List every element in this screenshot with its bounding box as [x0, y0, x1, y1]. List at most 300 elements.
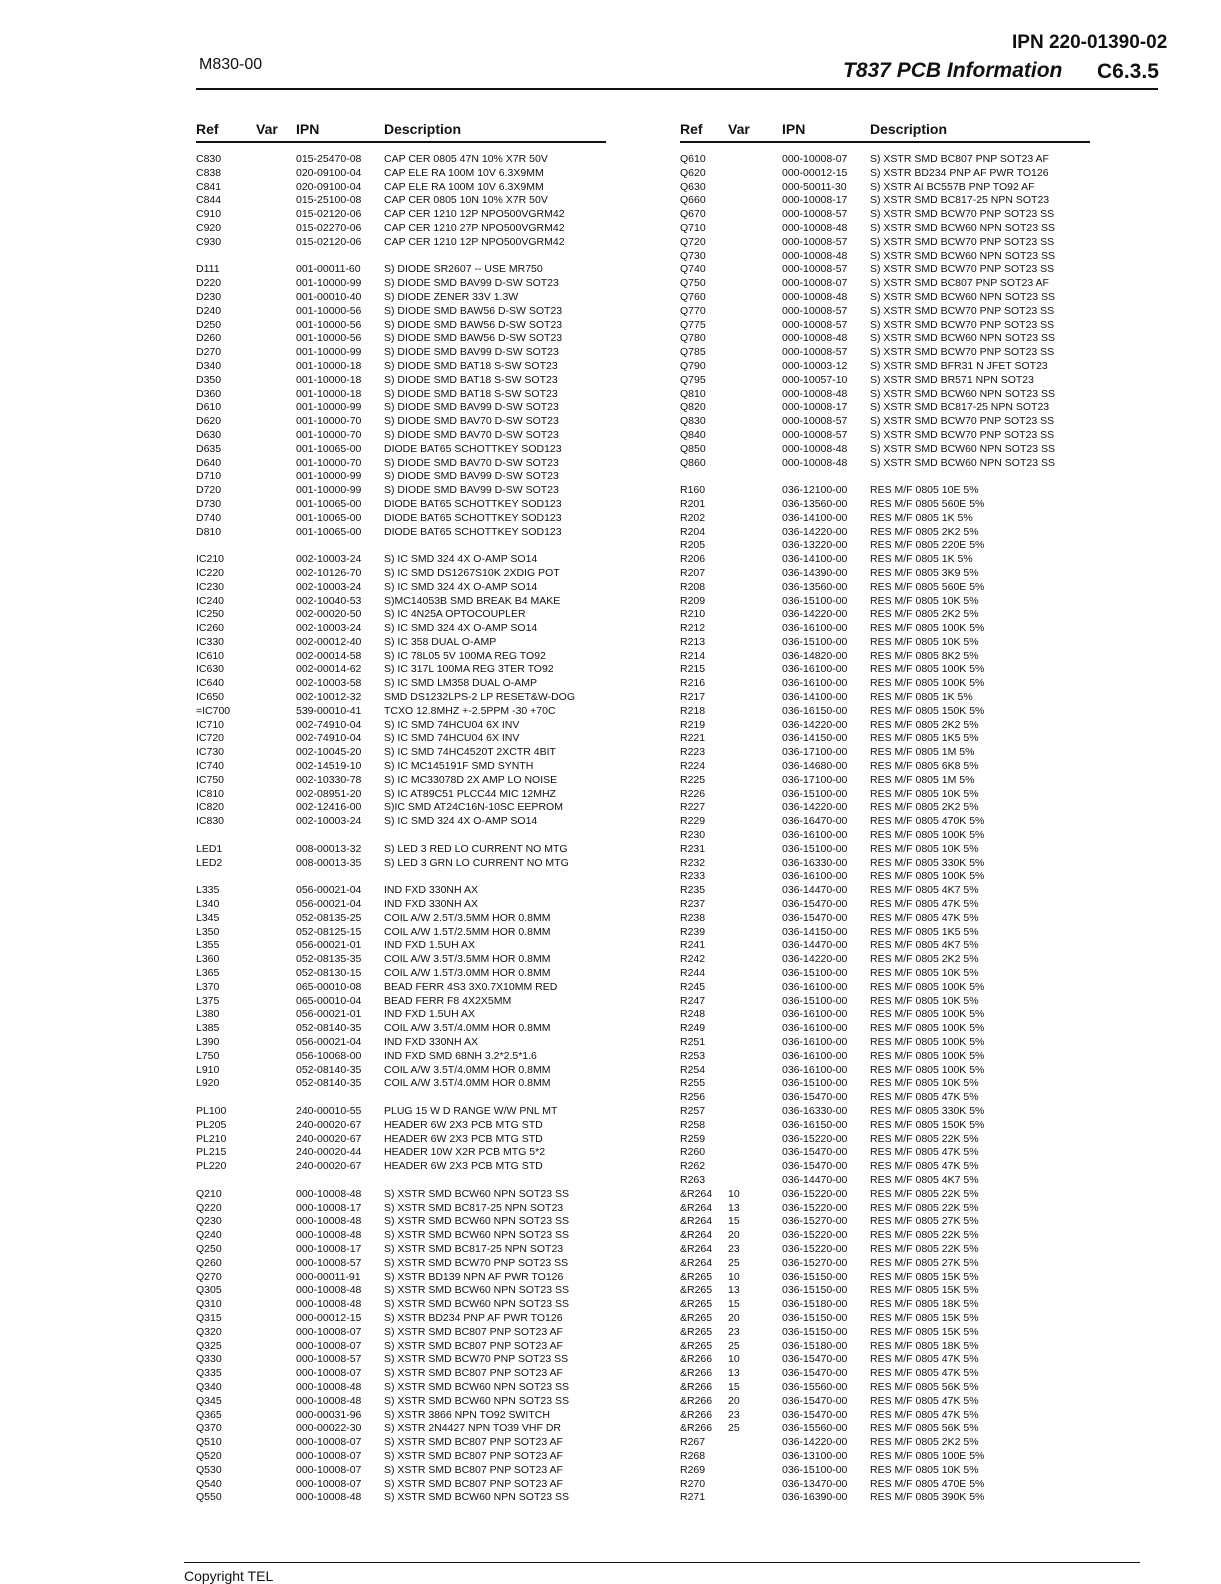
table-row — [680, 912, 1090, 926]
part-description: RES M/F 0805 56K 5% — [870, 1380, 979, 1393]
part-ref: R230 — [680, 829, 706, 842]
part-ipn: 008-00013-35 — [296, 856, 362, 869]
table-row — [196, 788, 606, 802]
document-ipn: IPN 220-01390-02 — [1012, 32, 1168, 53]
part-description: S) XSTR 3866 NPN TO92 SWITCH — [384, 1408, 550, 1421]
part-ipn: 056-00021-01 — [296, 1008, 362, 1021]
part-description: IND FXD 330NH AX — [384, 884, 478, 897]
table-row — [680, 884, 1090, 898]
section-title: T837 PCB Information — [843, 59, 1063, 82]
part-description: S) LED 3 RED LO CURRENT NO MTG — [384, 842, 568, 855]
part-ref: R206 — [680, 553, 706, 566]
part-ipn: 036-15470-00 — [782, 898, 848, 911]
part-ref: D610 — [196, 401, 222, 414]
part-ipn: 002-00020-50 — [296, 608, 362, 621]
part-description: RES M/F 0805 27K 5% — [870, 1215, 979, 1228]
part-description: S) IC SMD 324 4X O-AMP SO14 — [384, 580, 538, 593]
table-row — [680, 401, 1090, 415]
part-description: RES M/F 0805 2K2 5% — [870, 718, 979, 731]
part-ref: R202 — [680, 511, 706, 524]
part-ref: PL215 — [196, 1146, 227, 1159]
part-variant: 13 — [728, 1284, 740, 1297]
part-description: RES M/F 0805 10K 5% — [870, 994, 979, 1007]
part-ref: R258 — [680, 1118, 706, 1131]
table-row — [680, 332, 1090, 346]
part-description: RES M/F 0805 100K 5% — [870, 1022, 985, 1035]
part-ipn: 000-00022-30 — [296, 1422, 362, 1435]
part-description: RES M/F 0805 18K 5% — [870, 1298, 979, 1311]
part-ref: Q260 — [196, 1256, 222, 1269]
part-description: RES M/F 0805 22K 5% — [870, 1229, 979, 1242]
table-row — [680, 360, 1090, 374]
table-row — [196, 608, 606, 622]
part-ref: R260 — [680, 1146, 706, 1159]
part-ref: R267 — [680, 1436, 706, 1449]
part-description: S) IC SMD 324 4X O-AMP SO14 — [384, 553, 538, 566]
part-ipn: 000-10008-07 — [296, 1339, 362, 1352]
part-ref: &R264 — [680, 1256, 713, 1269]
part-ref: C844 — [196, 194, 222, 207]
part-ipn: 000-10008-17 — [296, 1201, 362, 1214]
part-variant: 10 — [728, 1187, 740, 1200]
part-ref: R262 — [680, 1160, 706, 1173]
part-ipn: 000-10008-57 — [782, 263, 848, 276]
table-row — [680, 181, 1090, 195]
part-ipn: 036-16100-00 — [782, 677, 848, 690]
part-description: COIL A/W 3.5T/4.0MM HOR 0.8MM — [384, 1022, 551, 1035]
table-row — [196, 884, 606, 898]
copyright: Copyright TEL — [184, 1568, 274, 1584]
table-row — [196, 1353, 606, 1367]
part-ipn: 036-13560-00 — [782, 497, 848, 510]
part-variant: 10 — [728, 1353, 740, 1366]
table-row — [196, 650, 606, 664]
part-ipn: 000-00031-96 — [296, 1408, 362, 1421]
table-row — [680, 1271, 1090, 1285]
table-row — [680, 1312, 1090, 1326]
table-row — [196, 1478, 606, 1492]
table-row — [680, 967, 1090, 981]
part-description: RES M/F 0805 100K 5% — [870, 677, 985, 690]
part-description: RES M/F 0805 100K 5% — [870, 1049, 985, 1062]
table-row — [196, 388, 606, 402]
part-description: S) XSTR SMD BC807 PNP SOT23 AF — [384, 1367, 563, 1380]
part-ref: Q270 — [196, 1270, 222, 1283]
table-row — [196, 1381, 606, 1395]
table-row — [680, 939, 1090, 953]
part-ref: Q775 — [680, 318, 706, 331]
part-ref: C930 — [196, 235, 222, 248]
part-description: RES M/F 0805 100K 5% — [870, 1008, 985, 1021]
part-ref: IC650 — [196, 691, 225, 704]
part-ipn: 036-14150-00 — [782, 732, 848, 745]
part-ipn: 036-16100-00 — [782, 1049, 848, 1062]
part-ref: R208 — [680, 580, 706, 593]
part-ref: Q320 — [196, 1325, 222, 1338]
part-description: S) IC 78L05 5V 100MA REG TO92 — [384, 649, 546, 662]
part-ref: &R265 — [680, 1325, 713, 1338]
table-header-right — [680, 121, 1090, 143]
part-ipn: 036-14390-00 — [782, 566, 848, 579]
part-ipn: 065-00010-04 — [296, 994, 362, 1007]
table-spacer — [196, 829, 606, 843]
part-description: S) XSTR SMD BCW60 NPN SOT23 SS — [384, 1284, 569, 1297]
part-ref: Q335 — [196, 1367, 222, 1380]
part-ref: &R264 — [680, 1201, 713, 1214]
table-row — [196, 1271, 606, 1285]
part-variant: 23 — [728, 1242, 740, 1255]
part-description: RES M/F 0805 2K2 5% — [870, 525, 979, 538]
part-ipn: 001-10000-18 — [296, 373, 362, 386]
part-description: S) XSTR SMD BCW60 NPN SOT23 SS — [870, 442, 1055, 455]
table-row — [680, 1243, 1090, 1257]
part-description: S) IC 358 DUAL O-AMP — [384, 635, 497, 648]
table-row — [680, 995, 1090, 1009]
part-ipn: 000-50011-30 — [782, 180, 847, 193]
part-ref: Q710 — [680, 221, 706, 234]
table-row — [680, 801, 1090, 815]
table-row — [196, 443, 606, 457]
table-spacer — [196, 1174, 606, 1188]
table-row — [680, 1036, 1090, 1050]
part-ipn: 036-15270-00 — [782, 1256, 848, 1269]
table-row — [196, 760, 606, 774]
part-ref: R248 — [680, 1008, 706, 1021]
part-description: RES M/F 0805 220E 5% — [870, 539, 985, 552]
part-description: RES M/F 0805 47K 5% — [870, 1146, 979, 1159]
header-ref: Ref — [680, 121, 703, 137]
part-description: RES M/F 0805 150K 5% — [870, 704, 985, 717]
table-row — [196, 567, 606, 581]
table-row — [196, 457, 606, 471]
part-ipn: 000-10008-48 — [296, 1491, 362, 1504]
table-row — [196, 1036, 606, 1050]
part-ipn: 020-09100-04 — [296, 166, 362, 179]
part-description: S) XSTR SMD BCW70 PNP SOT23 SS — [384, 1353, 569, 1366]
part-description: RES M/F 0805 18K 5% — [870, 1339, 979, 1352]
table-row — [196, 415, 606, 429]
table-row — [196, 1119, 606, 1133]
part-ipn: 036-15180-00 — [782, 1298, 848, 1311]
section-number: C6.3.5 — [1097, 60, 1159, 83]
part-ref: D620 — [196, 415, 222, 428]
part-description: RES M/F 0805 22K 5% — [870, 1201, 979, 1214]
part-ref: IC220 — [196, 566, 225, 579]
part-description: S) XSTR SMD BC807 PNP SOT23 AF — [384, 1325, 563, 1338]
part-ref: IC810 — [196, 787, 225, 800]
part-ref: R224 — [680, 760, 706, 773]
part-ref: Q780 — [680, 332, 706, 345]
part-ipn: 001-10000-99 — [296, 277, 362, 290]
part-description: S) XSTR SMD BCW60 NPN SOT23 SS — [384, 1380, 569, 1393]
part-description: S) DIODE SMD BAV70 D-SW SOT23 — [384, 456, 559, 469]
part-ref: PL100 — [196, 1104, 227, 1117]
part-description: S) XSTR SMD BCW60 NPN SOT23 SS — [870, 387, 1055, 400]
part-description: S) XSTR SMD BCW70 PNP SOT23 SS — [870, 235, 1055, 248]
part-ref: IC610 — [196, 649, 225, 662]
table-row — [680, 1215, 1090, 1229]
part-ipn: 240-00020-67 — [296, 1132, 362, 1145]
document-id: M830-00 — [199, 56, 263, 73]
part-ipn: 036-13560-00 — [782, 580, 848, 593]
part-ipn: 002-00014-62 — [296, 663, 362, 676]
part-ref: D730 — [196, 497, 222, 510]
part-ipn: 001-00010-40 — [296, 290, 362, 303]
part-variant: 20 — [728, 1229, 740, 1242]
table-row — [680, 774, 1090, 788]
part-ipn: 036-16100-00 — [782, 1008, 848, 1021]
part-description: RES M/F 0805 10K 5% — [870, 1463, 979, 1476]
part-ref: R256 — [680, 1091, 706, 1104]
part-description: S) XSTR SMD BFR31 N JFET SOT23 — [870, 359, 1048, 372]
part-ipn: 036-15470-00 — [782, 1146, 848, 1159]
part-ref: &R265 — [680, 1311, 713, 1324]
part-description: IND FXD 330NH AX — [384, 898, 478, 911]
part-ipn: 052-08140-35 — [296, 1022, 362, 1035]
part-ipn: 001-10000-18 — [296, 359, 362, 372]
part-description: S) IC SMD 74HC4520T 2XCTR 4BIT — [384, 746, 556, 759]
table-row — [196, 677, 606, 691]
part-ref: &R266 — [680, 1367, 713, 1380]
table-row — [680, 415, 1090, 429]
part-ref: Q310 — [196, 1298, 222, 1311]
part-ref: R251 — [680, 1036, 706, 1048]
part-description: S) LED 3 GRN LO CURRENT NO MTG — [384, 856, 569, 869]
part-description: S) XSTR BD139 NPN AF PWR TO126 — [384, 1270, 564, 1283]
part-description: RES M/F 0805 470E 5% — [870, 1477, 985, 1490]
part-ipn: 036-15220-00 — [782, 1229, 848, 1242]
part-ipn: 000-10008-57 — [296, 1353, 362, 1366]
table-row — [196, 1298, 606, 1312]
table-row — [680, 581, 1090, 595]
table-row — [680, 1381, 1090, 1395]
part-ipn: 036-15100-00 — [782, 967, 848, 980]
part-ipn: 000-10008-07 — [296, 1477, 362, 1490]
part-description: RES M/F 0805 47K 5% — [870, 1367, 979, 1380]
part-ref: Q365 — [196, 1408, 222, 1421]
part-ref: L910 — [196, 1063, 220, 1076]
table-row — [680, 457, 1090, 471]
part-ipn: 015-02270-06 — [296, 221, 362, 234]
table-row — [196, 595, 606, 609]
part-description: S) XSTR SMD BC807 PNP SOT23 AF — [384, 1339, 563, 1352]
table-row — [680, 1119, 1090, 1133]
part-description: RES M/F 0805 330K 5% — [870, 1104, 985, 1117]
table-row — [680, 1202, 1090, 1216]
part-description: S) XSTR SMD BC807 PNP SOT23 AF — [384, 1463, 563, 1476]
table-row — [680, 1008, 1090, 1022]
part-description: S) IC 4N25A OPTOCOUPLER — [384, 608, 526, 621]
part-ipn: 000-10008-57 — [782, 346, 848, 359]
part-description: RES M/F 0805 27K 5% — [870, 1256, 979, 1269]
table-row — [196, 498, 606, 512]
part-description: RES M/F 0805 4K7 5% — [870, 1173, 979, 1186]
parts-table-left — [196, 121, 606, 1505]
part-ipn: 539-00010-41 — [296, 704, 362, 717]
part-ipn: 001-10065-00 — [296, 442, 362, 455]
part-ipn: 052-08130-15 — [296, 967, 362, 980]
table-row — [196, 1395, 606, 1409]
part-ref: Q220 — [196, 1201, 222, 1214]
part-ipn: 036-15100-00 — [782, 842, 848, 855]
table-row — [680, 1022, 1090, 1036]
table-row — [196, 319, 606, 333]
part-ref: R214 — [680, 649, 706, 662]
table-row — [196, 1464, 606, 1478]
part-ipn: 001-10000-70 — [296, 428, 362, 441]
part-ref: R229 — [680, 815, 706, 828]
part-ipn: 036-13100-00 — [782, 1449, 848, 1462]
part-variant: 15 — [728, 1215, 740, 1228]
part-ipn: 001-10000-56 — [296, 318, 362, 331]
part-ref: L345 — [196, 911, 220, 924]
part-description: DIODE BAT65 SCHOTTKEY SOD123 — [384, 442, 562, 455]
table-row — [196, 746, 606, 760]
part-description: RES M/F 0805 15K 5% — [870, 1311, 979, 1324]
part-description: RES M/F 0805 15K 5% — [870, 1325, 979, 1338]
part-description: RES M/F 0805 47K 5% — [870, 1408, 979, 1421]
part-description: IND FXD 1.5UH AX — [384, 1008, 476, 1021]
part-description: RES M/F 0805 1K5 5% — [870, 925, 979, 938]
part-ref: R238 — [680, 911, 706, 924]
table-spacer — [196, 1091, 606, 1105]
part-ipn: 002-10012-32 — [296, 691, 362, 704]
part-ref: &R266 — [680, 1422, 713, 1435]
part-description: S) DIODE SMD BAW56 D-SW SOT23 — [384, 332, 563, 345]
part-description: COIL A/W 3.5T/4.0MM HOR 0.8MM — [384, 1063, 551, 1076]
table-row — [196, 332, 606, 346]
part-ipn: 000-10008-07 — [296, 1463, 362, 1476]
part-ref: L380 — [196, 1008, 220, 1021]
part-ref: R253 — [680, 1049, 706, 1062]
part-description: IND FXD SMD 68NH 3.2*2.5*1.6 — [384, 1049, 537, 1062]
part-description: RES M/F 0805 100K 5% — [870, 829, 985, 842]
table-row — [196, 815, 606, 829]
part-ipn: 036-16470-00 — [782, 815, 848, 828]
part-ref: &R265 — [680, 1298, 713, 1311]
table-row — [196, 1367, 606, 1381]
part-description: DIODE BAT65 SCHOTTKEY SOD123 — [384, 497, 562, 510]
part-description: RES M/F 0805 2K2 5% — [870, 1436, 979, 1449]
part-ipn: 036-14220-00 — [782, 953, 848, 966]
part-ipn: 036-15470-00 — [782, 1353, 848, 1366]
table-row — [680, 608, 1090, 622]
part-description: SMD DS1232LPS-2 LP RESET&W-DOG — [384, 691, 576, 704]
table-row — [680, 346, 1090, 360]
part-ref: R207 — [680, 566, 706, 579]
part-description: S) IC MC33078D 2X AMP LO NOISE — [384, 773, 558, 786]
part-variant: 20 — [728, 1311, 740, 1324]
table-row — [680, 663, 1090, 677]
part-ipn: 036-15100-00 — [782, 994, 848, 1007]
part-description: S) XSTR SMD BC817-25 NPN SOT23 — [384, 1242, 564, 1255]
part-description: S) DIODE SMD BAT18 S-SW SOT23 — [384, 387, 558, 400]
part-ref: Q840 — [680, 428, 706, 441]
part-description: S) XSTR SMD BCW70 PNP SOT23 SS — [870, 428, 1055, 441]
table-row — [196, 1008, 606, 1022]
table-row — [680, 153, 1090, 167]
part-ref: L365 — [196, 967, 220, 980]
part-ref: R201 — [680, 497, 706, 510]
part-ref: R245 — [680, 980, 706, 993]
part-ipn: 000-10008-17 — [782, 194, 848, 207]
part-ipn: 036-15220-00 — [782, 1201, 848, 1214]
part-ipn: 000-10008-07 — [782, 277, 848, 290]
part-ipn: 036-14220-00 — [782, 525, 848, 538]
part-ipn: 052-08125-15 — [296, 925, 362, 938]
part-ref: IC830 — [196, 815, 225, 828]
part-ref: R269 — [680, 1463, 706, 1476]
part-ipn: 036-15220-00 — [782, 1132, 848, 1145]
part-ipn: 036-13220-00 — [782, 539, 848, 552]
table-row — [196, 1188, 606, 1202]
part-ref: Q750 — [680, 277, 706, 290]
part-ipn: 015-02120-06 — [296, 235, 362, 248]
table-row — [196, 1422, 606, 1436]
part-ipn: 056-00021-04 — [296, 1036, 362, 1048]
part-description: RES M/F 0805 390K 5% — [870, 1491, 985, 1504]
table-row — [196, 153, 606, 167]
part-ipn: 002-10003-24 — [296, 815, 362, 828]
part-ref: C920 — [196, 221, 222, 234]
part-ref: R270 — [680, 1477, 706, 1490]
part-description: RES M/F 0805 10K 5% — [870, 635, 979, 648]
part-description: S)MC14053B SMD BREAK B4 MAKE — [384, 594, 561, 607]
part-ipn: 000-00012-15 — [296, 1311, 362, 1324]
part-ipn: 036-14470-00 — [782, 939, 848, 952]
part-ipn: 036-14100-00 — [782, 553, 848, 566]
part-ipn: 000-10008-07 — [296, 1367, 362, 1380]
part-variant: 13 — [728, 1367, 740, 1380]
part-ipn: 036-15100-00 — [782, 1077, 848, 1090]
table-row — [196, 1160, 606, 1174]
part-ipn: 001-10000-56 — [296, 332, 362, 345]
table-row — [196, 1077, 606, 1091]
table-row — [196, 222, 606, 236]
part-ref: &R266 — [680, 1353, 713, 1366]
table-row — [196, 1243, 606, 1257]
part-ipn: 036-14100-00 — [782, 691, 848, 704]
part-ref: IC260 — [196, 622, 225, 635]
part-variant: 20 — [728, 1394, 740, 1407]
part-description: S) XSTR SMD BCW60 NPN SOT23 SS — [384, 1187, 569, 1200]
part-description: RES M/F 0805 22K 5% — [870, 1187, 979, 1200]
part-ref: &R266 — [680, 1394, 713, 1407]
part-ipn: 036-15470-00 — [782, 911, 848, 924]
table-row — [680, 498, 1090, 512]
part-ref: IC330 — [196, 635, 225, 648]
part-ipn: 001-10065-00 — [296, 511, 362, 524]
table-row — [680, 953, 1090, 967]
part-ref: Q370 — [196, 1422, 222, 1435]
table-row — [680, 526, 1090, 540]
table-row — [680, 567, 1090, 581]
part-description: RES M/F 0805 6K8 5% — [870, 760, 979, 773]
table-row — [196, 1409, 606, 1423]
part-description: S) XSTR SMD BR571 NPN SOT23 — [870, 373, 1034, 386]
part-ipn: 002-00014-58 — [296, 649, 362, 662]
part-ipn: 000-10008-57 — [296, 1256, 362, 1269]
table-row — [196, 898, 606, 912]
table-row — [196, 1133, 606, 1147]
part-ipn: 002-10045-20 — [296, 746, 362, 759]
table-row — [680, 636, 1090, 650]
part-description: S) IC SMD 74HCU04 6X INV — [384, 718, 520, 731]
footer-rule — [184, 1562, 1140, 1563]
part-ipn: 036-17100-00 — [782, 773, 848, 786]
part-ref: Q540 — [196, 1477, 222, 1490]
part-ipn: 065-00010-08 — [296, 980, 362, 993]
